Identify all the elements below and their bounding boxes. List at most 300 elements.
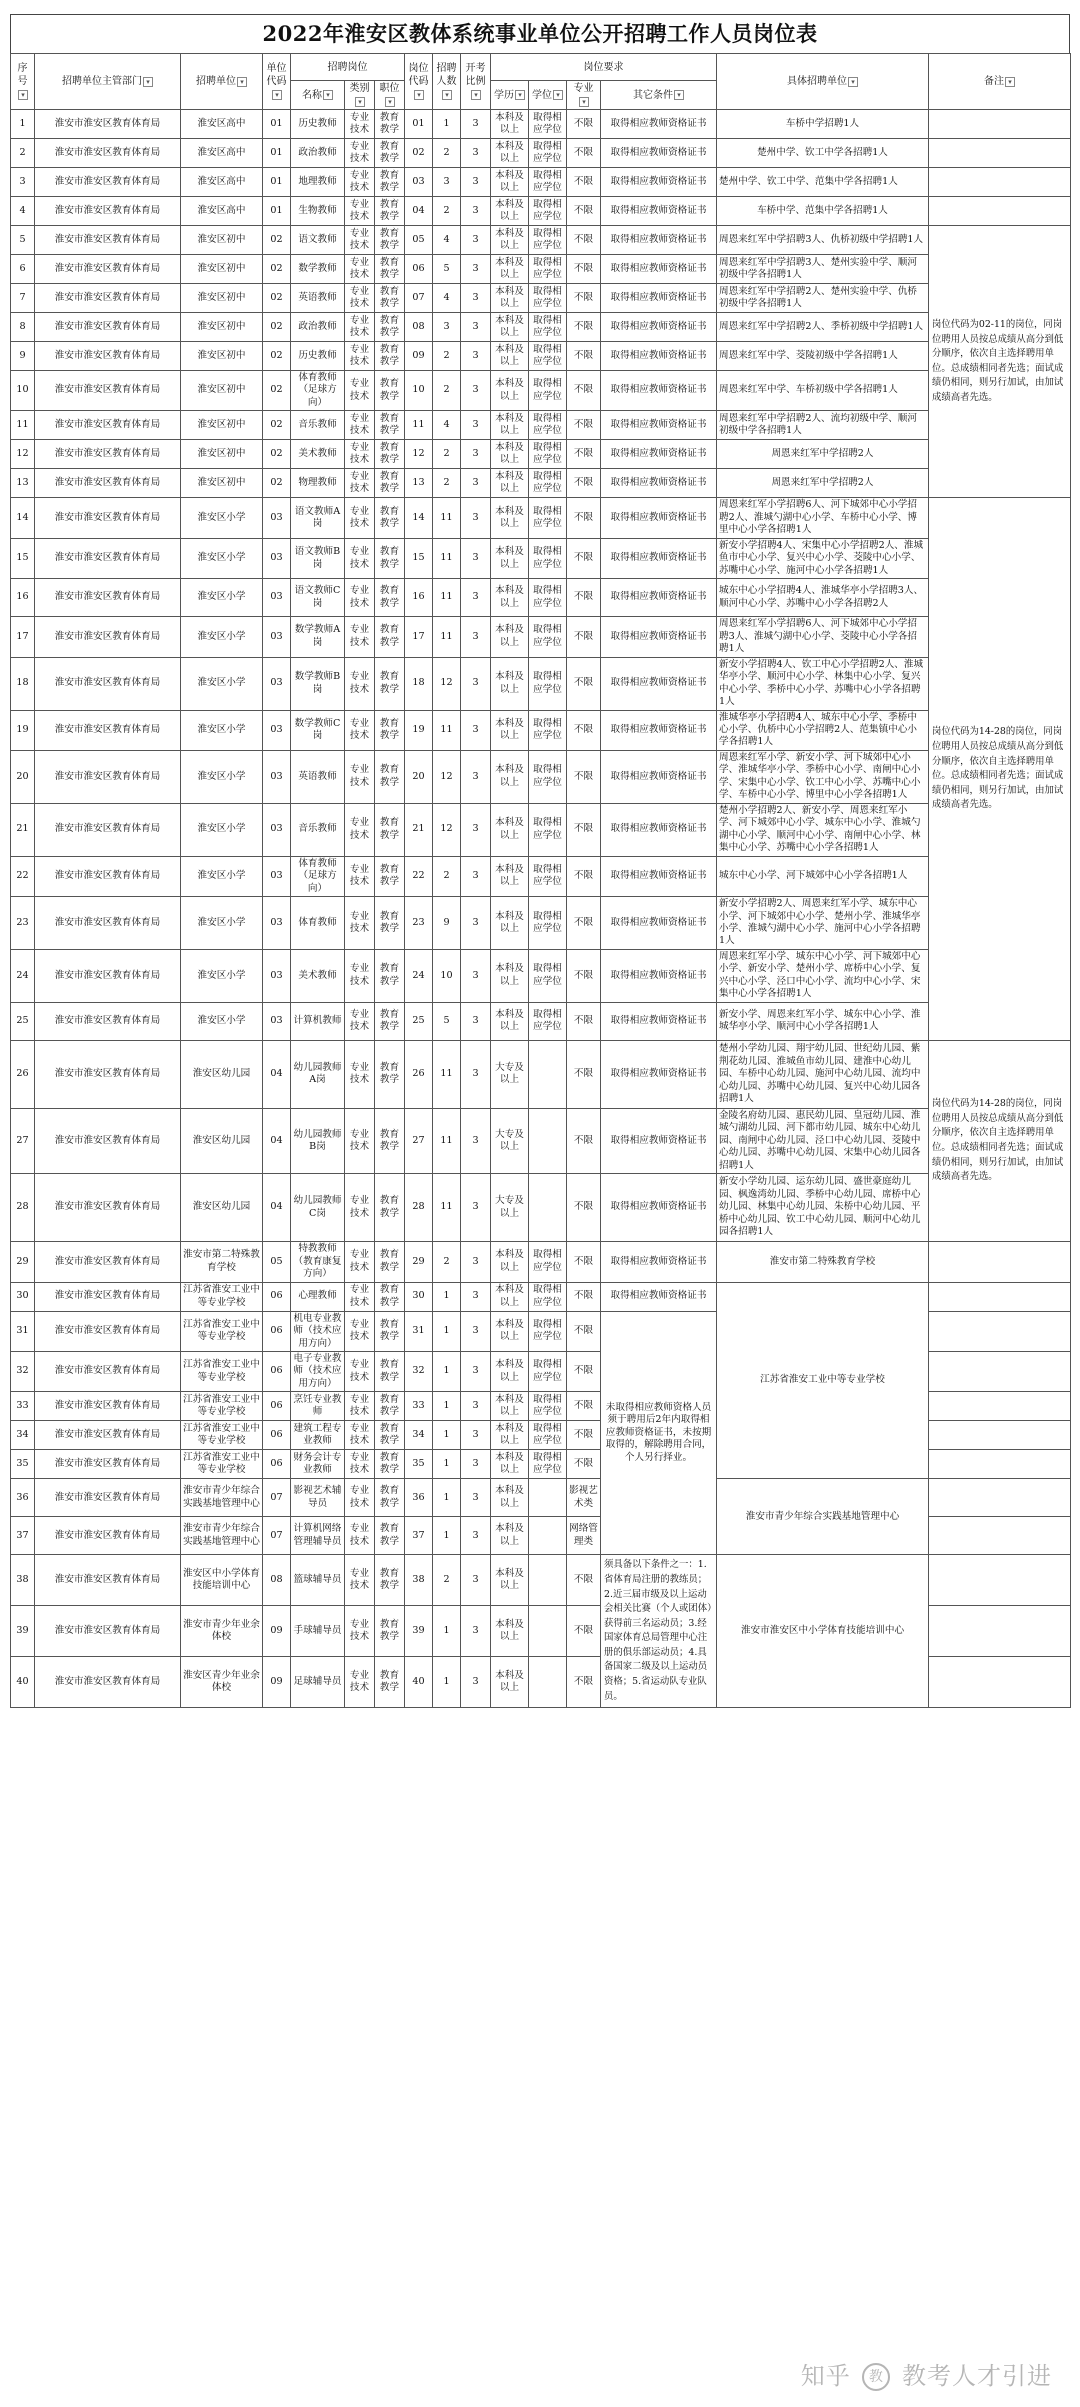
cell-ratio: 3 <box>461 1242 491 1282</box>
cell-post-code: 23 <box>405 897 433 950</box>
cell-seq: 36 <box>11 1479 35 1517</box>
cell-degree: 取得相应学位 <box>529 856 567 896</box>
cell-seq: 31 <box>11 1311 35 1351</box>
cell-major: 不限 <box>567 1002 601 1040</box>
cell-count: 2 <box>433 856 461 896</box>
cell-post-nature: 教育教学 <box>375 168 405 197</box>
cell-edu: 本科及以上 <box>491 110 529 139</box>
cell-remark <box>929 168 1071 197</box>
cell-degree: 取得相应学位 <box>529 110 567 139</box>
cell-post-type: 专业技术 <box>345 1174 375 1242</box>
cell-other: 取得相应教师资格证书 <box>601 803 717 856</box>
cell-unit: 江苏省淮安工业中等专业学校 <box>181 1351 263 1391</box>
col-header-post-code[interactable]: 岗位代码▾ <box>405 54 433 110</box>
col-header-seq[interactable]: 序号▾ <box>11 54 35 110</box>
cell-post-type: 专业技术 <box>345 1351 375 1391</box>
cell-unit-code: 02 <box>263 226 291 255</box>
cell-major: 不限 <box>567 1282 601 1311</box>
cell-unit-code: 03 <box>263 1002 291 1040</box>
cell-detail: 金陵名府幼儿园、惠民幼儿园、皇冠幼儿园、淮城勺湖幼儿园、河下都市幼儿园、城东中心幼儿园、南闸中心幼儿园、泾口中心幼儿园、茭陵中心幼儿园、苏嘴中心幼儿园、宋集中心幼儿园各招聘1人 <box>717 1108 929 1173</box>
cell-unit: 淮安区小学 <box>181 657 263 710</box>
col-header-post-nature[interactable]: 职位▾ <box>375 81 405 110</box>
table-row <box>11 440 1071 469</box>
cell-post-name: 地理教师 <box>291 168 345 197</box>
cell-count: 4 <box>433 226 461 255</box>
cell-post-code: 22 <box>405 856 433 896</box>
table-row <box>11 1174 1071 1242</box>
cell-unit-code: 02 <box>263 469 291 498</box>
cell-edu: 本科及以上 <box>491 440 529 469</box>
cell-major: 不限 <box>567 371 601 411</box>
cell-ratio: 3 <box>461 1555 491 1606</box>
cell-post-name: 机电专业教师（技术应用方向） <box>291 1311 345 1351</box>
cell-post-nature: 教育教学 <box>375 255 405 284</box>
position-table-sheet <box>10 14 1070 1708</box>
cell-ratio: 3 <box>461 411 491 440</box>
cell-unit-code: 09 <box>263 1657 291 1708</box>
cell-edu: 本科及以上 <box>491 1311 529 1351</box>
cell-other-merged: 须具备以下条件之一：1.省体育局注册的教练员；2.近三届市级及以上运动会相关比赛（个人或团体）获得前三名运动员；3.经国家体育总局管理中心注册的俱乐部运动员；4.具备国家二级及以上运动员资格；5.省运动队专业队员。 <box>601 1555 717 1708</box>
cell-post-name: 手球辅导员 <box>291 1606 345 1657</box>
cell-post-name: 特教教师（教育康复方向） <box>291 1242 345 1282</box>
cell-unit: 淮安区高中 <box>181 197 263 226</box>
cell-seq: 30 <box>11 1282 35 1311</box>
table-row <box>11 139 1071 168</box>
cell-seq: 21 <box>11 803 35 856</box>
cell-post-nature: 教育教学 <box>375 440 405 469</box>
cell-post-code: 02 <box>405 139 433 168</box>
cell-edu: 本科及以上 <box>491 538 529 578</box>
cell-count: 12 <box>433 803 461 856</box>
cell-post-code: 08 <box>405 313 433 342</box>
cell-post-code: 40 <box>405 1657 433 1708</box>
cell-post-type: 专业技术 <box>345 469 375 498</box>
cell-post-type: 专业技术 <box>345 139 375 168</box>
cell-detail: 周恩来红军中学招聘3人、楚州实验中学、顺河初级中学各招聘1人 <box>717 255 929 284</box>
cell-major: 不限 <box>567 750 601 803</box>
cell-unit-code: 06 <box>263 1311 291 1351</box>
col-header-post-type[interactable]: 类别▾ <box>345 81 375 110</box>
cell-degree: 取得相应学位 <box>529 617 567 657</box>
cell-post-name: 建筑工程专业教师 <box>291 1421 345 1450</box>
cell-post-name: 数学教师 <box>291 255 345 284</box>
cell-post-name: 政治教师 <box>291 139 345 168</box>
cell-seq: 20 <box>11 750 35 803</box>
cell-post-nature: 教育教学 <box>375 1040 405 1108</box>
cell-seq: 17 <box>11 617 35 657</box>
cell-unit: 淮安区小学 <box>181 949 263 1002</box>
cell-dept: 淮安市淮安区教育体育局 <box>35 498 181 538</box>
cell-degree: 取得相应学位 <box>529 1351 567 1391</box>
cell-unit-code: 02 <box>263 255 291 284</box>
cell-count: 4 <box>433 411 461 440</box>
cell-unit-code: 06 <box>263 1392 291 1421</box>
table-row <box>11 110 1071 139</box>
cell-post-type: 专业技术 <box>345 411 375 440</box>
cell-post-code: 01 <box>405 110 433 139</box>
cell-count: 2 <box>433 139 461 168</box>
cell-major: 不限 <box>567 1392 601 1421</box>
cell-post-nature: 教育教学 <box>375 411 405 440</box>
cell-unit: 淮安区小学 <box>181 803 263 856</box>
cell-post-nature: 教育教学 <box>375 110 405 139</box>
col-header-post-name[interactable]: 名称 ▾ <box>291 81 345 110</box>
cell-unit: 淮安区初中 <box>181 411 263 440</box>
cell-post-name: 语文教师 <box>291 226 345 255</box>
cell-seq: 39 <box>11 1606 35 1657</box>
cell-count: 2 <box>433 342 461 371</box>
cell-detail: 周恩来红军小学招聘6人、河下城郊中心小学招聘2人、淮城勺湖中心小学、车桥中心小学、博里中心小学各招聘1人 <box>717 498 929 538</box>
cell-ratio: 3 <box>461 538 491 578</box>
cell-ratio: 3 <box>461 856 491 896</box>
cell-degree: 取得相应学位 <box>529 168 567 197</box>
cell-post-code: 31 <box>405 1311 433 1351</box>
cell-count: 1 <box>433 1606 461 1657</box>
cell-degree: 取得相应学位 <box>529 1311 567 1351</box>
cell-degree: 取得相应学位 <box>529 897 567 950</box>
cell-ratio: 3 <box>461 313 491 342</box>
cell-post-code: 34 <box>405 1421 433 1450</box>
cell-post-name: 幼儿园教师B岗 <box>291 1108 345 1173</box>
cell-major: 不限 <box>567 498 601 538</box>
cell-post-nature: 教育教学 <box>375 1002 405 1040</box>
cell-unit-code: 04 <box>263 1040 291 1108</box>
cell-edu: 本科及以上 <box>491 579 529 617</box>
col-header-ratio[interactable]: 开考比例▾ <box>461 54 491 110</box>
cell-edu: 本科及以上 <box>491 371 529 411</box>
cell-seq: 28 <box>11 1174 35 1242</box>
cell-edu: 大专及以上 <box>491 1040 529 1108</box>
cell-major: 不限 <box>567 657 601 710</box>
cell-unit: 淮安市青少年综合实践基地管理中心 <box>181 1479 263 1517</box>
cell-unit-code: 01 <box>263 168 291 197</box>
cell-ratio: 3 <box>461 1108 491 1173</box>
cell-detail-merged: 江苏省淮安工业中等专业学校 <box>717 1282 929 1479</box>
cell-post-type: 专业技术 <box>345 1517 375 1555</box>
cell-ratio: 3 <box>461 1517 491 1555</box>
cell-post-nature: 教育教学 <box>375 1450 405 1479</box>
cell-count: 2 <box>433 371 461 411</box>
cell-unit: 淮安区初中 <box>181 255 263 284</box>
cell-count: 1 <box>433 1351 461 1391</box>
cell-count: 2 <box>433 440 461 469</box>
cell-post-nature: 教育教学 <box>375 1421 405 1450</box>
cell-seq: 34 <box>11 1421 35 1450</box>
cell-post-nature: 教育教学 <box>375 617 405 657</box>
cell-post-code: 16 <box>405 579 433 617</box>
col-header-major[interactable]: 专业▾ <box>567 81 601 110</box>
cell-edu: 本科及以上 <box>491 1606 529 1657</box>
cell-post-name: 英语教师 <box>291 284 345 313</box>
col-header-remark[interactable]: 备注 ▾ <box>929 54 1071 110</box>
cell-unit: 淮安市青少年业余体校 <box>181 1606 263 1657</box>
cell-unit: 淮安区幼儿园 <box>181 1174 263 1242</box>
cell-remark <box>929 1282 1071 1311</box>
cell-post-nature: 教育教学 <box>375 226 405 255</box>
cell-ratio: 3 <box>461 1450 491 1479</box>
cell-dept: 淮安市淮安区教育体育局 <box>35 168 181 197</box>
cell-count: 12 <box>433 657 461 710</box>
cell-detail-merged: 淮安市淮安区中小学体育技能培训中心 <box>717 1555 929 1708</box>
cell-unit-code: 03 <box>263 498 291 538</box>
col-header-other[interactable]: 其它条件 ▾ <box>601 81 717 110</box>
cell-other: 取得相应教师资格证书 <box>601 313 717 342</box>
cell-count: 11 <box>433 1108 461 1173</box>
cell-remark <box>929 1392 1071 1421</box>
cell-ratio: 3 <box>461 1174 491 1242</box>
table-row <box>11 197 1071 226</box>
cell-dept: 淮安市淮安区教育体育局 <box>35 284 181 313</box>
cell-post-code: 18 <box>405 657 433 710</box>
cell-unit-code: 03 <box>263 579 291 617</box>
cell-ratio: 3 <box>461 469 491 498</box>
cell-ratio: 3 <box>461 139 491 168</box>
cell-other: 取得相应教师资格证书 <box>601 949 717 1002</box>
cell-post-nature: 教育教学 <box>375 750 405 803</box>
cell-ratio: 3 <box>461 226 491 255</box>
cell-unit: 淮安区高中 <box>181 139 263 168</box>
cell-ratio: 3 <box>461 342 491 371</box>
cell-count: 5 <box>433 255 461 284</box>
cell-post-name: 音乐教师 <box>291 411 345 440</box>
cell-post-nature: 教育教学 <box>375 313 405 342</box>
cell-count: 4 <box>433 284 461 313</box>
cell-degree: 取得相应学位 <box>529 710 567 750</box>
cell-post-code: 10 <box>405 371 433 411</box>
cell-post-type: 专业技术 <box>345 1657 375 1708</box>
cell-degree <box>529 1108 567 1173</box>
cell-edu: 本科及以上 <box>491 168 529 197</box>
cell-ratio: 3 <box>461 255 491 284</box>
cell-dept: 淮安市淮安区教育体育局 <box>35 538 181 578</box>
cell-post-type: 专业技术 <box>345 1392 375 1421</box>
cell-major: 不限 <box>567 110 601 139</box>
cell-post-type: 专业技术 <box>345 197 375 226</box>
cell-seq: 19 <box>11 710 35 750</box>
cell-post-code: 12 <box>405 440 433 469</box>
cell-ratio: 3 <box>461 168 491 197</box>
table-row <box>11 657 1071 710</box>
col-header-detail[interactable]: 具体招聘单位 ▾ <box>717 54 929 110</box>
cell-post-type: 专业技术 <box>345 538 375 578</box>
cell-degree: 取得相应学位 <box>529 226 567 255</box>
cell-seq: 1 <box>11 110 35 139</box>
cell-degree: 取得相应学位 <box>529 498 567 538</box>
cell-degree <box>529 1657 567 1708</box>
cell-unit-code: 08 <box>263 1555 291 1606</box>
cell-post-type: 专业技术 <box>345 1606 375 1657</box>
cell-unit-code: 01 <box>263 197 291 226</box>
cell-seq: 7 <box>11 284 35 313</box>
cell-post-name: 计算机教师 <box>291 1002 345 1040</box>
cell-count: 11 <box>433 1040 461 1108</box>
cell-post-code: 17 <box>405 617 433 657</box>
cell-dept: 淮安市淮安区教育体育局 <box>35 371 181 411</box>
cell-unit: 淮安区小学 <box>181 750 263 803</box>
cell-major: 不限 <box>567 1242 601 1282</box>
cell-major: 不限 <box>567 710 601 750</box>
cell-detail: 周恩来红军中学招聘2人 <box>717 440 929 469</box>
cell-detail: 淮安市第二特殊教育学校 <box>717 1242 929 1282</box>
cell-dept: 淮安市淮安区教育体育局 <box>35 1351 181 1391</box>
cell-unit: 淮安区小学 <box>181 1002 263 1040</box>
cell-ratio: 3 <box>461 1040 491 1108</box>
cell-dept: 淮安市淮安区教育体育局 <box>35 657 181 710</box>
cell-major: 不限 <box>567 313 601 342</box>
cell-remark <box>929 197 1071 226</box>
cell-other: 取得相应教师资格证书 <box>601 284 717 313</box>
cell-dept: 淮安市淮安区教育体育局 <box>35 469 181 498</box>
table-row <box>11 226 1071 255</box>
cell-other: 取得相应教师资格证书 <box>601 469 717 498</box>
cell-count: 1 <box>433 1421 461 1450</box>
col-header-unit[interactable]: 招聘单位 ▾ <box>181 54 263 110</box>
cell-dept: 淮安市淮安区教育体育局 <box>35 617 181 657</box>
cell-unit-code: 03 <box>263 897 291 950</box>
cell-detail: 周恩来红军中学招聘2人、楚州实验中学、仇桥初级中学各招聘1人 <box>717 284 929 313</box>
cell-unit: 淮安区小学 <box>181 538 263 578</box>
cell-seq: 10 <box>11 371 35 411</box>
cell-ratio: 3 <box>461 579 491 617</box>
cell-major: 不限 <box>567 255 601 284</box>
cell-major: 不限 <box>567 1174 601 1242</box>
cell-post-type: 专业技术 <box>345 949 375 1002</box>
cell-post-name: 历史教师 <box>291 110 345 139</box>
cell-post-name: 语文教师B岗 <box>291 538 345 578</box>
cell-seq: 12 <box>11 440 35 469</box>
cell-edu: 本科及以上 <box>491 1002 529 1040</box>
cell-post-name: 体育教师（足球方向） <box>291 371 345 411</box>
table-row <box>11 803 1071 856</box>
cell-major: 不限 <box>567 949 601 1002</box>
cell-ratio: 3 <box>461 803 491 856</box>
cell-count: 1 <box>433 1311 461 1351</box>
table-body <box>11 110 1071 1708</box>
cell-detail: 新安小学招聘4人、宋集中心小学招聘2人、淮城鱼市中心小学、复兴中心小学、茭陵中心小学、苏嘴中心小学、施河中心小学各招聘1人 <box>717 538 929 578</box>
cell-count: 1 <box>433 1479 461 1517</box>
position-table <box>10 53 1071 1708</box>
col-header-dept[interactable]: 招聘单位主管部门 ▾ <box>35 54 181 110</box>
cell-unit-code: 01 <box>263 110 291 139</box>
table-row <box>11 168 1071 197</box>
cell-seq: 16 <box>11 579 35 617</box>
cell-dept: 淮安市淮安区教育体育局 <box>35 197 181 226</box>
cell-post-type: 专业技术 <box>345 440 375 469</box>
cell-major: 不限 <box>567 1555 601 1606</box>
cell-unit: 淮安区中小学体育技能培训中心 <box>181 1555 263 1606</box>
cell-post-nature: 教育教学 <box>375 710 405 750</box>
table-row <box>11 1282 1071 1311</box>
table-row <box>11 411 1071 440</box>
cell-post-type: 专业技术 <box>345 1002 375 1040</box>
col-header-edu[interactable]: 学历 ▾ <box>491 81 529 110</box>
cell-ratio: 3 <box>461 110 491 139</box>
col-header-count[interactable]: 招聘人数▾ <box>433 54 461 110</box>
cell-post-name: 电子专业教师（技术应用方向） <box>291 1351 345 1391</box>
cell-post-name: 美术教师 <box>291 440 345 469</box>
cell-post-code: 30 <box>405 1282 433 1311</box>
cell-count: 2 <box>433 197 461 226</box>
cell-remark <box>929 1517 1071 1555</box>
cell-count: 3 <box>433 313 461 342</box>
table-row <box>11 469 1071 498</box>
table-row <box>11 856 1071 896</box>
cell-degree: 取得相应学位 <box>529 411 567 440</box>
cell-degree: 取得相应学位 <box>529 657 567 710</box>
cell-detail: 车桥中学招聘1人 <box>717 110 929 139</box>
cell-edu: 本科及以上 <box>491 342 529 371</box>
cell-degree: 取得相应学位 <box>529 255 567 284</box>
cell-post-code: 25 <box>405 1002 433 1040</box>
cell-remark <box>929 1421 1071 1450</box>
cell-ratio: 3 <box>461 284 491 313</box>
table-row <box>11 538 1071 578</box>
cell-detail: 周恩来红军小学招聘6人、河下城郊中心小学招聘3人、淮城勺湖中心小学、茭陵中心小学各招聘1人 <box>717 617 929 657</box>
cell-count: 3 <box>433 168 461 197</box>
cell-post-nature: 教育教学 <box>375 1479 405 1517</box>
cell-major: 不限 <box>567 897 601 950</box>
cell-count: 11 <box>433 498 461 538</box>
table-row <box>11 1040 1071 1108</box>
cell-major: 不限 <box>567 856 601 896</box>
cell-post-nature: 教育教学 <box>375 342 405 371</box>
cell-post-nature: 教育教学 <box>375 1311 405 1351</box>
cell-seq: 11 <box>11 411 35 440</box>
cell-detail: 车桥中学、范集中学各招聘1人 <box>717 197 929 226</box>
cell-post-code: 28 <box>405 1174 433 1242</box>
cell-dept: 淮安市淮安区教育体育局 <box>35 1108 181 1173</box>
cell-count: 11 <box>433 579 461 617</box>
cell-major: 网络管理类 <box>567 1517 601 1555</box>
cell-remark-note: 岗位代码为14-28的岗位，同岗位聘用人员按总成绩从高分到低分顺序，依次自主选择聘用单位。总成绩相同者先选；面试成绩仍相同，则另行加试，由加试成绩高者先选。 <box>929 498 1071 1040</box>
cell-post-type: 专业技术 <box>345 498 375 538</box>
cell-post-nature: 教育教学 <box>375 579 405 617</box>
cell-post-name: 财务会计专业教师 <box>291 1450 345 1479</box>
cell-post-code: 38 <box>405 1555 433 1606</box>
cell-degree <box>529 1040 567 1108</box>
table-row <box>11 1555 1071 1606</box>
cell-edu: 本科及以上 <box>491 1555 529 1606</box>
cell-post-type: 专业技术 <box>345 1311 375 1351</box>
cell-post-name: 音乐教师 <box>291 803 345 856</box>
cell-ratio: 3 <box>461 197 491 226</box>
cell-ratio: 3 <box>461 710 491 750</box>
cell-dept: 淮安市淮安区教育体育局 <box>35 411 181 440</box>
cell-dept: 淮安市淮安区教育体育局 <box>35 139 181 168</box>
cell-major: 不限 <box>567 1450 601 1479</box>
cell-count: 9 <box>433 897 461 950</box>
cell-dept: 淮安市淮安区教育体育局 <box>35 949 181 1002</box>
cell-post-name: 数学教师A岗 <box>291 617 345 657</box>
cell-other: 取得相应教师资格证书 <box>601 498 717 538</box>
col-header-unit-code[interactable]: 单位代码▾ <box>263 54 291 110</box>
cell-seq: 6 <box>11 255 35 284</box>
col-header-degree[interactable]: 学位 ▾ <box>529 81 567 110</box>
cell-post-type: 专业技术 <box>345 226 375 255</box>
cell-unit-code: 03 <box>263 617 291 657</box>
cell-degree: 取得相应学位 <box>529 949 567 1002</box>
cell-dept: 淮安市淮安区教育体育局 <box>35 803 181 856</box>
cell-post-name: 体育教师 <box>291 897 345 950</box>
cell-post-name: 美术教师 <box>291 949 345 1002</box>
cell-post-type: 专业技术 <box>345 284 375 313</box>
cell-dept: 淮安市淮安区教育体育局 <box>35 1002 181 1040</box>
cell-edu: 本科及以上 <box>491 1282 529 1311</box>
cell-unit: 淮安区初中 <box>181 313 263 342</box>
cell-major: 不限 <box>567 342 601 371</box>
cell-dept: 淮安市淮安区教育体育局 <box>35 1392 181 1421</box>
cell-count: 1 <box>433 1282 461 1311</box>
